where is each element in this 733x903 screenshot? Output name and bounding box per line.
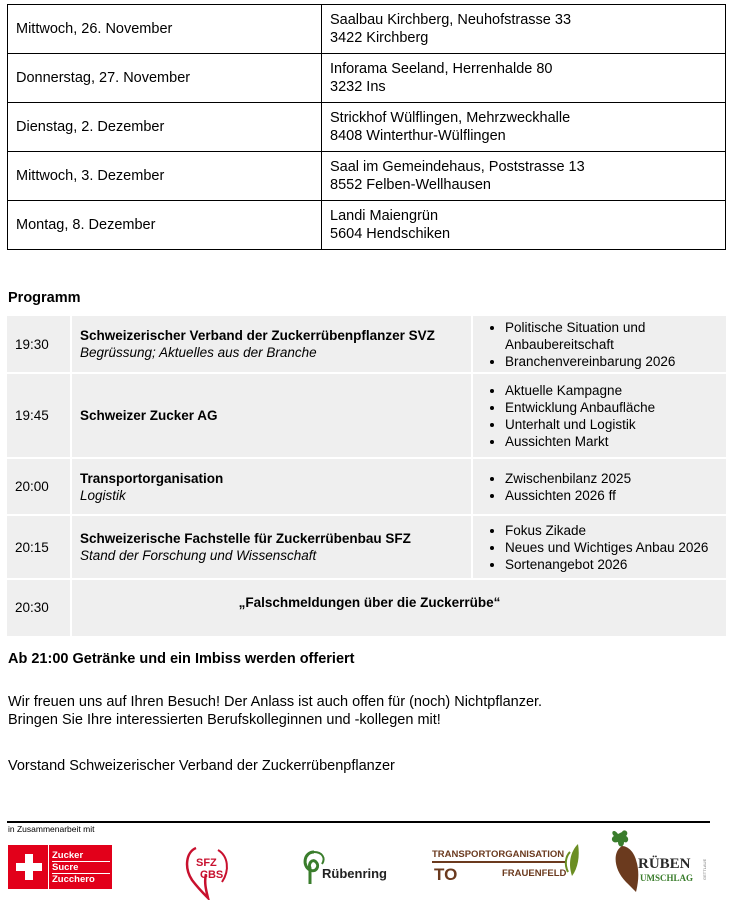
- program-org: Transportorganisation: [80, 470, 224, 486]
- program-row: [7, 316, 726, 374]
- dates-table: [7, 4, 726, 250]
- topic-item: • Entwicklung Anbaufläche: [505, 399, 725, 416]
- topic-item: • Neues und Wichtiges Anbau 2026: [505, 539, 725, 556]
- program-org: Schweizer Zucker AG: [80, 408, 218, 423]
- program-subtitle: Begrüssung; Aktuelles aus der Branche: [80, 345, 317, 360]
- program-org: Schweizerischer Verband der Zuckerrübenpflanzer SVZ: [80, 328, 435, 343]
- to-bottom-text: FRAUENFELD: [502, 868, 567, 879]
- schweizer-zucker-logo: [8, 845, 112, 889]
- program-topics: [473, 459, 726, 516]
- program-speaker: [72, 374, 473, 459]
- rueben-umschlag-logo: [608, 826, 712, 892]
- rueben-bottom-text: UMSCHLAG: [640, 873, 694, 883]
- venue-line: Saalbau Kirchberg, Neuhofstrasse 33: [330, 12, 572, 28]
- venue-line: 5604 Hendschiken: [330, 226, 451, 242]
- topic-item: • Branchenvereinbarung 2026: [505, 353, 725, 370]
- date-cell: Dienstag, 2. Dezember: [8, 103, 322, 152]
- topic-item: • Aussichten 2026 ff: [505, 487, 725, 504]
- cooperation-label: in Zusammenarbeit mit: [8, 824, 95, 834]
- program-table: [7, 316, 726, 638]
- date-cell: Mittwoch, 26. November: [8, 5, 322, 54]
- program-speaker: [72, 516, 473, 580]
- sfz-text: SFZ: [196, 857, 217, 869]
- venue-cell: [322, 54, 726, 103]
- date-row: [8, 103, 726, 152]
- logo-word: Zucker: [52, 850, 110, 862]
- venue-line: Inforama Seeland, Herrenhalde 80: [330, 61, 553, 77]
- venue-cell: [322, 103, 726, 152]
- date-row: [8, 54, 726, 103]
- program-row: [7, 374, 726, 459]
- venue-line: 8408 Winterthur-Wülflingen: [330, 128, 506, 144]
- venue-cell: [322, 5, 726, 54]
- rueben-top-text: RÜBEN: [638, 856, 691, 872]
- signature: Vorstand Schweizerischer Verband der Zuckerrübenpflanzer: [8, 758, 395, 774]
- cbs-text: CBS: [200, 869, 224, 881]
- program-talk: „Falschmeldungen über die Zuckerrübe“: [72, 580, 726, 638]
- program-time: 20:15: [7, 516, 72, 580]
- swiss-cross-icon: [8, 845, 48, 889]
- venue-line: 3422 Kirchberg: [330, 30, 429, 46]
- program-time: 19:45: [7, 374, 72, 459]
- topic-item: • Fokus Zikade: [505, 522, 725, 539]
- program-row: [7, 580, 726, 638]
- venue-line: 3232 Ins: [330, 79, 386, 95]
- date-row: [8, 5, 726, 54]
- venue-line: Strickhof Wülflingen, Mehrzweckhalle: [330, 110, 571, 126]
- topic-item: • Politische Situation und Anbaubereitschaft: [505, 319, 725, 353]
- program-heading: Programm: [8, 290, 81, 306]
- topic-item: • Zwischenbilanz 2025: [505, 470, 725, 487]
- program-speaker: [72, 459, 473, 516]
- venue-cell: [322, 201, 726, 250]
- transportorganisation-logo: [432, 842, 582, 884]
- program-speaker: [72, 316, 473, 374]
- to-mark-text: TO: [434, 865, 458, 884]
- to-top-text: TRANSPORTORGANISATION: [432, 849, 565, 860]
- topic-item: • Aktuelle Kampagne: [505, 382, 725, 399]
- program-subtitle: Stand der Forschung und Wissenschaft: [80, 548, 317, 563]
- rueben-side-text: GETTLAUE: [702, 858, 707, 880]
- program-topics: [473, 374, 726, 459]
- program-org: Schweizerische Fachstelle für Zuckerrübenbau SFZ: [80, 531, 411, 546]
- topic-item: • Sortenangebot 2026: [505, 556, 725, 573]
- date-cell: Donnerstag, 27. November: [8, 54, 322, 103]
- venue-line: Saal im Gemeindehaus, Poststrasse 13: [330, 159, 585, 175]
- venue-cell: [322, 152, 726, 201]
- topic-item: • Aussichten Markt: [505, 433, 725, 450]
- program-row: [7, 459, 726, 516]
- logo-word: Zucchero: [52, 873, 95, 885]
- logo-word: Sucre: [52, 862, 110, 874]
- venue-line: Landi Maiengrün: [330, 208, 439, 224]
- program-topics: [473, 316, 726, 374]
- program-topics: [473, 516, 726, 580]
- ruebenring-logo: [302, 848, 402, 888]
- program-time: 20:00: [7, 459, 72, 516]
- sfz-cbs-logo: [182, 842, 232, 900]
- program-time: 20:30: [7, 580, 72, 638]
- date-cell: Mittwoch, 3. Dezember: [8, 152, 322, 201]
- refreshments-note: Ab 21:00 Getränke und ein Imbiss werden offeriert: [8, 651, 355, 667]
- divider: [7, 821, 710, 823]
- date-row: [8, 201, 726, 250]
- venue-line: 8552 Felben-Wellhausen: [330, 177, 491, 193]
- invite-line: Wir freuen uns auf Ihren Besuch! Der Anlass ist auch offen für (noch) Nichtpflanzer.: [8, 694, 543, 710]
- ruebenring-text: Rübenring: [322, 866, 387, 881]
- topic-item: • Unterhalt und Logistik: [505, 416, 725, 433]
- program-subtitle: Logistik: [80, 487, 126, 503]
- date-cell: Montag, 8. Dezember: [8, 201, 322, 250]
- invite-line: Bringen Sie Ihre interessierten Berufskolleginnen und -kollegen mit!: [8, 712, 441, 728]
- date-row: [8, 152, 726, 201]
- program-row: [7, 516, 726, 580]
- program-time: 19:30: [7, 316, 72, 374]
